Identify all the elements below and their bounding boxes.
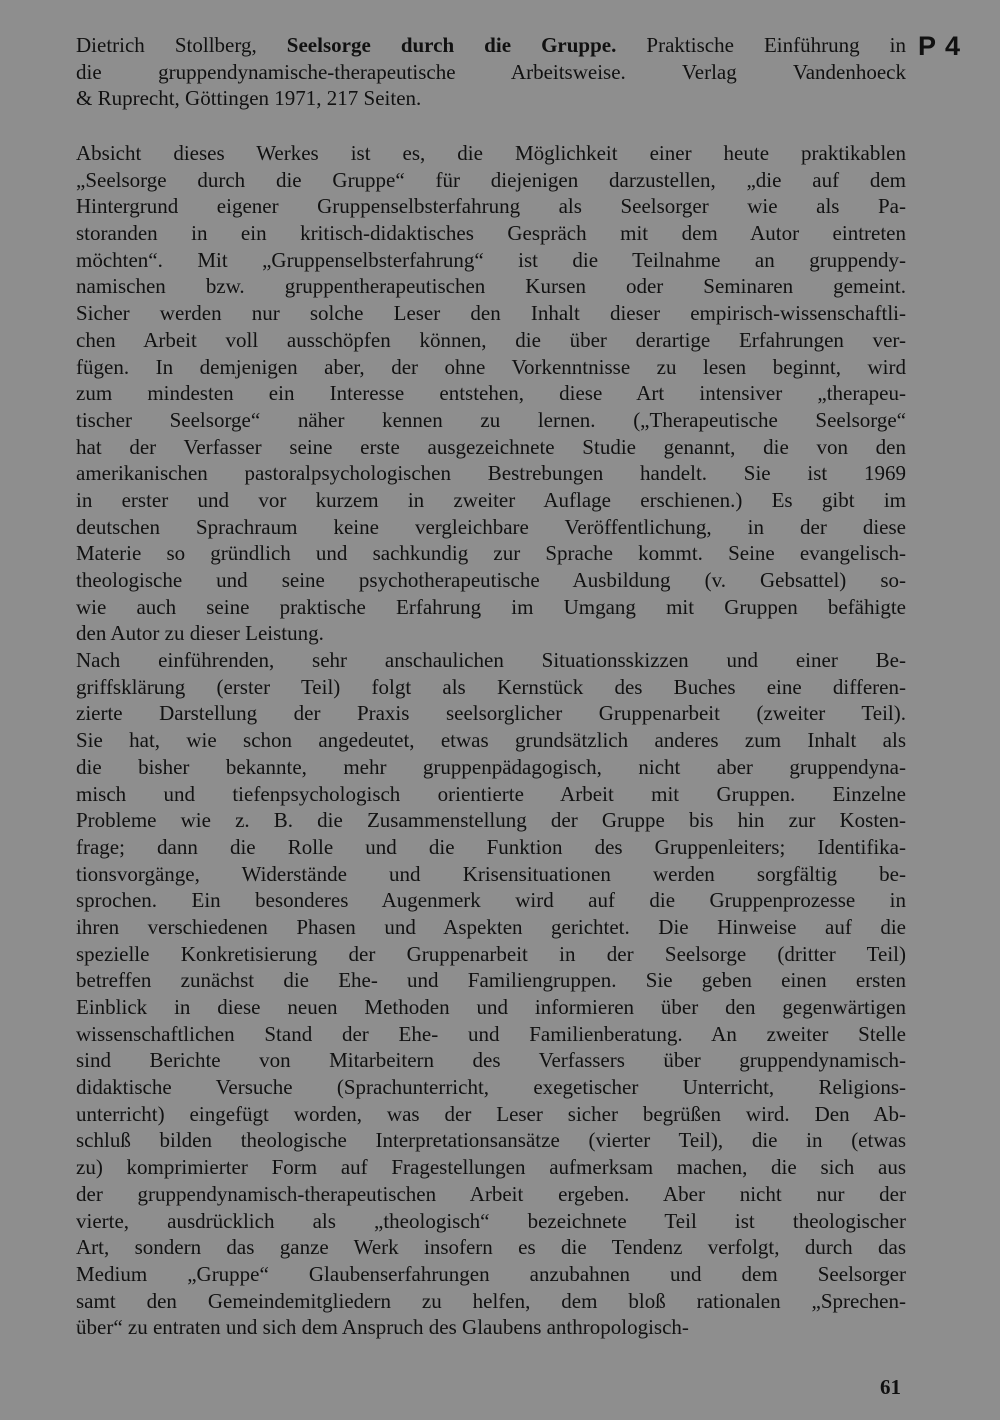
text-line: in erster und vor kurzem in zweiter Auflage erschienen.) Es gibt im: [76, 487, 906, 512]
text-line: schluß bilden theologische Interpretationsansätze (vierter Teil), die in (etwas: [76, 1128, 906, 1153]
text-line: samt den Gemeindemitgliedern zu helfen, dem bloß rationalen „Sprechen-: [76, 1288, 906, 1313]
text-line: wissenschaftlichen Stand der Ehe- und Familienberatung. An zweiter Stelle: [76, 1021, 906, 1046]
text-line: ihren verschiedenen Phasen und Aspekten gerichtet. Die Hinweise auf die: [76, 914, 906, 939]
text-line: amerikanischen pastoralpsychologischen Bestrebungen handelt. Sie ist 1969: [76, 461, 906, 486]
author-name: Dietrich Stollberg,: [76, 33, 287, 57]
text-line: spezielle Konkretisierung der Gruppenarbeit in der Seelsorge (dritter Teil): [76, 941, 906, 966]
text-line: deutschen Sprachraum keine vergleichbare Veröffentlichung, in der diese: [76, 514, 906, 539]
text-line: didaktische Versuche (Sprachunterricht, exegetischer Unterricht, Religions-: [76, 1075, 906, 1100]
text-line: fügen. In demjenigen aber, der ohne Vorkenntnisse zu lesen beginnt, wird: [76, 354, 906, 379]
text-line: zierte Darstellung der Praxis seelsorglicher Gruppenarbeit (zweiter Teil).: [76, 701, 906, 726]
text-line: betreffen zunächst die Ehe- und Familiengruppen. Sie geben einen ersten: [76, 968, 906, 993]
book-title: Seelsorge durch die Gruppe.: [286, 33, 617, 57]
text-line: hat der Verfasser seine erste ausgezeichnete Studie genannt, die von den: [76, 434, 906, 459]
text-line: Nach einführenden, sehr anschaulichen Situationsskizzen und einer Be-: [76, 648, 906, 673]
citation-line: [76, 32, 906, 59]
text-line: frage; dann die Rolle und die Funktion des Gruppenleiters; Identifika-: [76, 834, 906, 859]
text-line: „Seelsorge durch die Gruppe“ für diejenigen darzustellen, „die auf dem: [76, 167, 906, 192]
text-line: Art, sondern das ganze Werk insofern es die Tendenz verfolgt, durch das: [76, 1235, 906, 1260]
text-line: wie auch seine praktische Erfahrung im Umgang mit Gruppen befähigte: [76, 594, 906, 619]
book-subtitle: Praktische Einführung in: [616, 33, 906, 57]
text-line: chen Arbeit voll ausschöpfen können, die über derartige Erfahrungen ver-: [76, 327, 906, 352]
section-marker: P 4: [918, 31, 962, 61]
text-line: theologische und seine psychotherapeutische Ausbildung (v. Gebsattel) so-: [76, 568, 906, 592]
text-line: sprochen. Ein besonderes Augenmerk wird auf die Gruppenprozesse in: [76, 888, 906, 913]
text-line: Einblick in diese neuen Methoden und informieren über den gegenwärtigen: [76, 995, 906, 1019]
text-line: Probleme wie z. B. die Zusammenstellung der Gruppe bis hin zur Kosten-: [76, 808, 906, 833]
review-text: [76, 140, 906, 1341]
text-line: den Autor zu dieser Leistung.: [76, 621, 324, 646]
text-line: sind Berichte von Mitarbeitern des Verfassers über gruppendynamisch-: [76, 1048, 906, 1073]
citation-line: & Ruprecht, Göttingen 1971, 217 Seiten.: [76, 86, 422, 111]
text-line: griffsklärung (erster Teil) folgt als Kernstück des Buches eine differen-: [76, 674, 906, 699]
text-line: Absicht dieses Werkes ist es, die Möglichkeit einer heute praktikablen: [76, 141, 906, 165]
text-line: misch und tiefenpsychologisch orientierte Arbeit mit Gruppen. Einzelne: [76, 781, 906, 806]
text-line: der gruppendynamisch-therapeutischen Arbeit ergeben. Aber nicht nur der: [76, 1181, 906, 1206]
citation-line: die gruppendynamische-therapeutische Arbeitsweise. Verlag Vandenhoeck: [76, 59, 906, 84]
text-line: über“ zu entraten und sich dem Anspruch des Glaubens anthropologisch-: [76, 1315, 689, 1340]
page-number: 61: [880, 1375, 901, 1399]
text-line: die bisher bekannte, mehr gruppenpädagogisch, nicht aber gruppendyna-: [76, 754, 906, 779]
text-line: Materie so gründlich und sachkundig zur Sprache kommt. Seine evangelisch-: [76, 541, 906, 566]
text-line: zum mindesten ein Interesse entstehen, diese Art intensiver „therapeu-: [76, 381, 906, 406]
text-line: tischer Seelsorge“ näher kennen zu lernen. („Therapeutische Seelsorge“: [76, 407, 906, 432]
text-line: namischen bzw. gruppentherapeutischen Kursen oder Seminaren gemeint.: [76, 274, 906, 299]
book-citation: [76, 32, 906, 112]
text-line: tionsvorgänge, Widerstände und Krisensituationen werden sorgfältig be-: [76, 861, 906, 886]
text-line: Sie hat, wie schon angedeutet, etwas grundsätzlich anderes zum Inhalt als: [76, 728, 906, 753]
text-line: vierte, ausdrücklich als „theologisch“ bezeichnete Teil ist theologischer: [76, 1208, 906, 1233]
text-line: zu) komprimierter Form auf Fragestellungen aufmerksam machen, die sich aus: [76, 1155, 906, 1180]
text-line: storanden in ein kritisch-didaktisches Gespräch mit dem Autor eintreten: [76, 221, 906, 246]
text-line: unterricht) eingefügt worden, was der Leser sicher begrüßen wird. Den Ab-: [76, 1101, 906, 1126]
text-line: Sicher werden nur solche Leser den Inhalt dieser empirisch-wissenschaftli-: [76, 301, 906, 326]
text-line: Hintergrund eigener Gruppenselbsterfahrung als Seelsorger wie als Pa-: [76, 194, 906, 219]
text-line: möchten“. Mit „Gruppenselbsterfahrung“ ist die Teilnahme an gruppendy-: [76, 247, 906, 272]
text-line: Medium „Gruppe“ Glaubenserfahrungen anzubahnen und dem Seelsorger: [76, 1261, 906, 1286]
